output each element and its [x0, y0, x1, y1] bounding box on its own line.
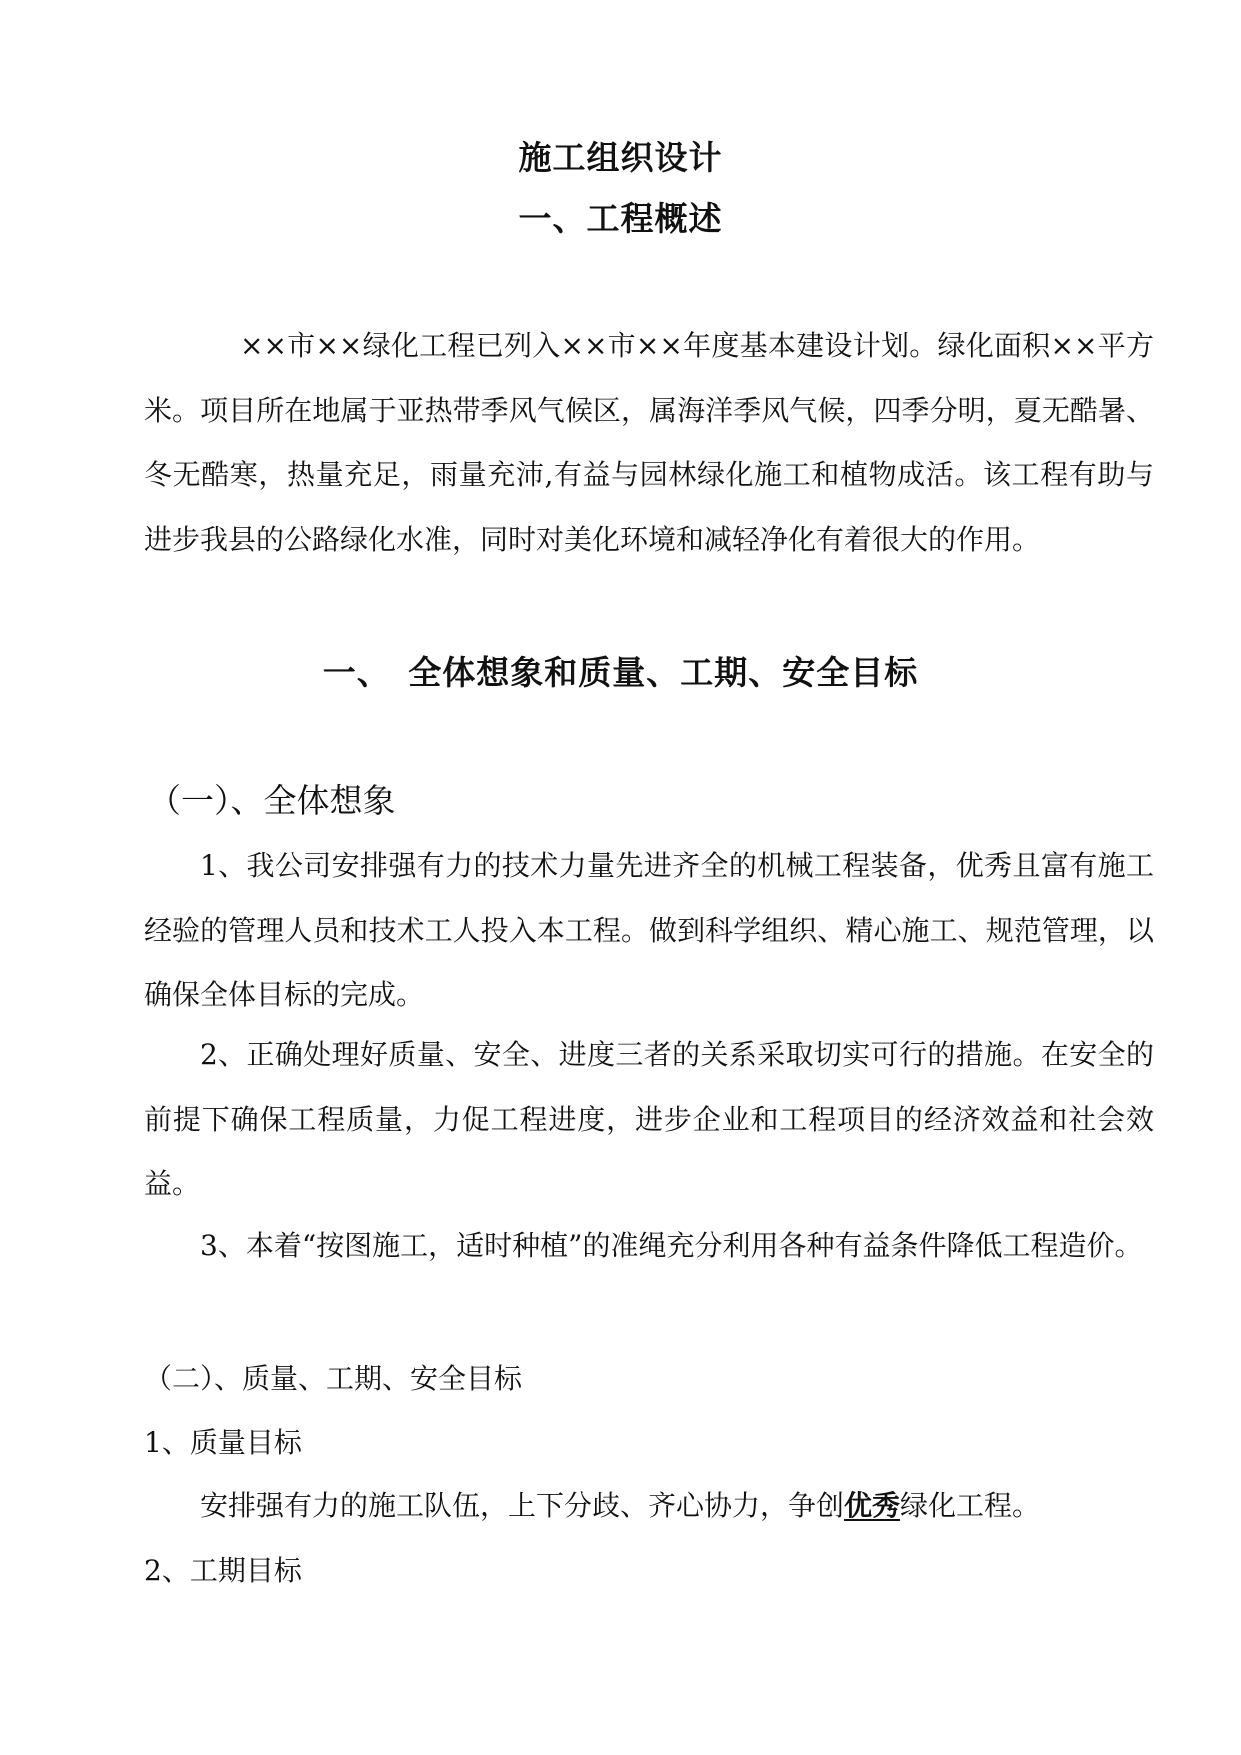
section-2-heading: 一、 全体想象和质量、工期、安全目标 — [322, 653, 919, 692]
targets-subheading: （二）、质量、工期、安全目标 — [144, 1362, 523, 1395]
vision-item-1: 1、我公司安排强有力的技术力量先进齐全的机械工程装备，优秀且富有施工经验的管理人员和技术工人投入本工程。做到科学组织、精心施工、规范管理，以确保全体目标的完成。 — [144, 849, 1154, 1011]
overview-paragraph: ××市××绿化工程已列入××市××年度基本建设计划。绿化面积××平方米。项目所在地属于亚热带季风气候区，属海洋季风气候，四季分明，夏无酷暑、冬无酷寒，热量充足，雨量充沛,有益与园林绿化施工和植物成活。该工程有助与进步我县的公路绿化水准，同时对美化环境和减轻净化有着很大的作用。 — [144, 329, 1154, 556]
period-target-label: 2、工期目标 — [144, 1554, 302, 1587]
vision-subheading: （一）、全体想象 — [148, 781, 396, 820]
vision-item-3: 3、本着“按图施工，适时种植”的准绳充分利用各种有益条件降低工程造价。 — [200, 1229, 1143, 1262]
section-1-heading: 一、工程概述 — [518, 199, 723, 238]
quality-target-text-after: 绿化工程。 — [900, 1489, 1041, 1522]
quality-target-text — [200, 1484, 1040, 1524]
quality-target-text-before: 安排强有力的施工队伍，上下分歧、齐心协力，争创 — [200, 1489, 845, 1522]
quality-target-label: 1、质量目标 — [144, 1426, 302, 1459]
document-title: 施工组织设计 — [518, 138, 723, 177]
vision-item-2: 2、正确处理好质量、安全、进度三者的关系采取切实可行的措施。在安全的前提下确保工程质量，力促工程进度，进步企业和工程项目的经济效益和社会效益。 — [144, 1038, 1154, 1200]
quality-target-emphasis: 优秀 — [844, 1489, 901, 1522]
